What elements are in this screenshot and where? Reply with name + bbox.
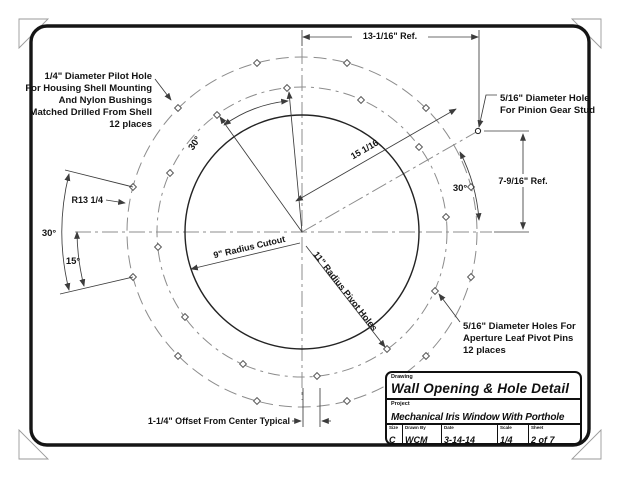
hole [468,274,475,281]
field-drawn-by [403,425,442,445]
pilot-note-line5: 12 places [109,119,152,130]
field-sheet-label: Sheet [531,425,544,430]
hole [167,170,174,177]
hole [314,373,321,380]
hole [254,398,261,405]
angle-left-small-text: 15° [65,256,81,267]
angle-left-text: 30° [41,228,57,239]
cutout-radius-text: 9" Radius Cutout [212,233,287,261]
pinion-stud-hole [475,128,480,133]
field-drawn-by-value: WCM [405,435,428,445]
drawing-title: Wall Opening & Hole Detail [391,381,570,396]
r13-leader [106,200,125,203]
angle-right-text: 30° [452,183,468,194]
title-block-fields-row [387,425,580,445]
r13-text: R13 1/4 [71,195,103,205]
dimension-offset [292,388,331,427]
angle-upper-left [220,92,302,232]
aperture-note-line1: 5/16" Diameter Holes For [463,321,576,332]
hole [254,60,261,67]
aperture-note-line3: 12 places [463,345,506,356]
pinion-note-line2: For Pinion Gear Stud [500,105,596,116]
field-size-value: C [389,435,396,445]
field-scale-value: 1/4 [500,435,513,445]
hole [432,288,439,295]
hole [416,144,423,151]
pilot-hole-note [25,71,152,130]
hole [443,214,450,221]
project-title: Mechanical Iris Window With Porthole [391,412,565,423]
field-scale [498,425,529,445]
field-date-value: 3-14-14 [444,435,476,445]
pilot-note-line1: 1/4" Diameter Pilot Hole [44,71,152,82]
pilot-note-line2: For Housing Shell Mounting [25,83,152,94]
pinion-note-line1: 5/16" Diameter Hole [500,93,590,104]
aperture-note-line2: Aperture Leaf Pivot Pins [463,333,574,344]
hole [240,361,247,368]
dimension-top-ref [302,30,479,124]
dimension-diagonal [296,109,456,201]
field-sheet-value: 2 of 7 [531,435,555,445]
hole [358,97,365,104]
field-size-label: Size [389,425,399,430]
pilot-note-line3: And Nylon Bushings [58,95,152,106]
field-sheet [529,425,580,445]
hole [344,60,351,67]
field-size [387,425,403,445]
hole [214,112,221,119]
hole [284,85,291,92]
angle-upper-text: 30° [186,134,204,153]
aperture-note-leader [439,294,460,322]
drawing-label: Drawing [391,374,413,380]
field-drawn-by-label: Drawn By [405,425,426,430]
pinion-note [500,93,595,116]
dim-top-ref-text: 13-1/16" Ref. [362,31,418,41]
pinion-leader [479,95,497,127]
hole [344,398,351,405]
pilot-note-line4: Matched Drilled From Shell [29,107,152,118]
title-block-project-row [387,400,580,425]
field-date [442,425,498,445]
dim-diagonal-text: 15 1/16 [348,137,381,162]
dim-right-ref-text: 7-9/16" Ref. [498,176,548,186]
project-label: Project [391,401,410,407]
offset-note-text: 1-1/4" Offset From Center Typical [147,416,290,426]
field-scale-label: Scale [500,425,512,430]
field-date-label: Date [444,425,454,430]
hole [155,244,162,251]
pivot-radius-text: 11" Radius Pivot Holes [311,249,380,333]
aperture-note [463,321,576,356]
title-block-drawing-row [387,373,580,400]
title-block [385,371,582,445]
pilot-note-leader [155,79,171,100]
